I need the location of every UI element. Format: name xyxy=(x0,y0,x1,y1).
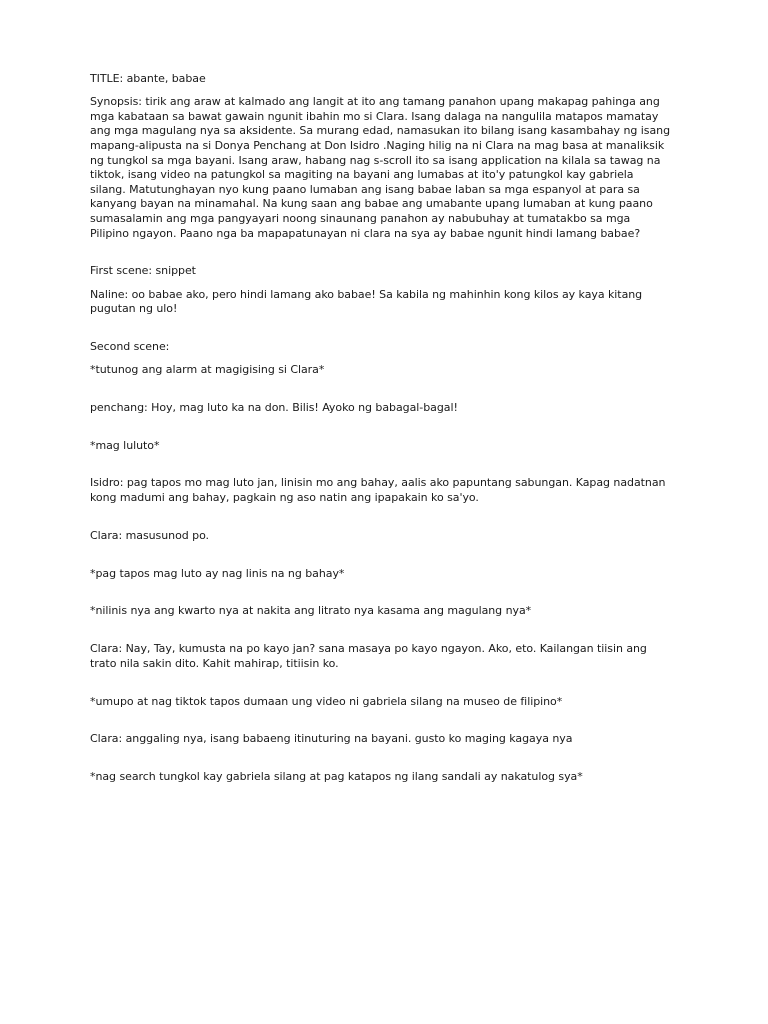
script-line: Clara: anggaling nya, isang babaeng itinuturing na bayani. gusto ko maging kagaya nya xyxy=(90,732,573,746)
spacer xyxy=(90,386,670,401)
first-scene-heading: First scene: snippet xyxy=(90,264,196,278)
spacer xyxy=(90,590,670,605)
first-scene-line: Naline: oo babae ako, pero hindi lamang ako babae! Sa kabila ng mahinhin kong kilos ay kaya kitang pugutan ng ulo! xyxy=(90,287,643,316)
document-title: TITLE: abante, babae xyxy=(90,72,206,85)
document-page xyxy=(90,72,670,793)
spacer xyxy=(90,718,670,733)
script-line: *mag luluto* xyxy=(90,438,160,452)
spacer xyxy=(90,325,670,340)
script-line: *pag tapos mag luto ay nag linis na ng bahay* xyxy=(90,566,345,580)
spacer xyxy=(90,628,670,643)
spacer xyxy=(90,680,670,695)
script-line: Isidro: pag tapos mo mag luto jan, linisin mo ang bahay, aalis ako papuntang sabungan. Kapag nadatnan kong madumi ang bahay, pagkain ng aso natin ang ipapakain ko sa'yo. xyxy=(90,476,666,504)
spacer xyxy=(90,514,670,529)
spacer xyxy=(90,424,670,439)
spacer xyxy=(90,552,670,567)
script-line: Clara: Nay, Tay, kumusta na po kayo jan? sana masaya po kayo ngayon. Ako, eto. Kailangan tiisin ang trato nila sakin dito. Kahit mahirap, titiisin ko. xyxy=(90,642,647,670)
second-scene-heading: Second scene: xyxy=(90,339,170,353)
spacer xyxy=(90,462,670,477)
script-line: *nilinis nya ang kwarto nya at nakita ang litrato nya kasama ang magulang nya* xyxy=(90,604,532,618)
spacer xyxy=(90,250,670,265)
script-line: Clara: masusunod po. xyxy=(90,528,210,542)
script-line: *tutunog ang alarm at magigising si Clara* xyxy=(90,363,325,377)
synopsis-paragraph: Synopsis: tirik ang araw at kalmado ang langit at ito ang tamang panahon upang makapag pahinga ang mga kabataan sa bawat gawain ngunit ibahin mo si Clara. Isang dalaga na nangulila matapos mamatay ang mga magulang nya sa aksidente. Sa murang edad, namasukan ito bilang isang kasambahay ng isang mapang-alipusta na si Donya Penchang at Don Isidro .Naging hilig na ni Clara na mag basa at manaliksik ng tungkol sa mga bayani. Isang araw, habang nag s-scroll ito sa isang application na kilala sa tawag na tiktok, isang video na patungkol sa magiting na bayani ang lumabas at ito'y patungkol kay gabriela silang. Matutunghayan nyo kung paano lumaban ang isang babae laban sa mga espanyol at para sa kanyang bayan na minamahal. Na kung saan ang babae ang umabante upang lumaban at kung paano sumasalamin ang mga pangyayari noong sinaunang panahon ay nabubuhay at tumatakbo sa mga Pilipino ngayon. Paano nga ba mapapatunayan ni clara na sya ay babae ngunit hindi lamang babae? xyxy=(90,95,670,240)
script-line: *umupo at nag tiktok tapos dumaan ung video ni gabriela silang na museo de filipino* xyxy=(90,694,563,708)
script-line: *nag search tungkol kay gabriela silang at pag katapos ng ilang sandali ay nakatulog sya* xyxy=(90,770,583,784)
spacer xyxy=(90,755,670,770)
script-line: penchang: Hoy, mag luto ka na don. Bilis! Ayoko ng babagal-bagal! xyxy=(90,400,458,414)
